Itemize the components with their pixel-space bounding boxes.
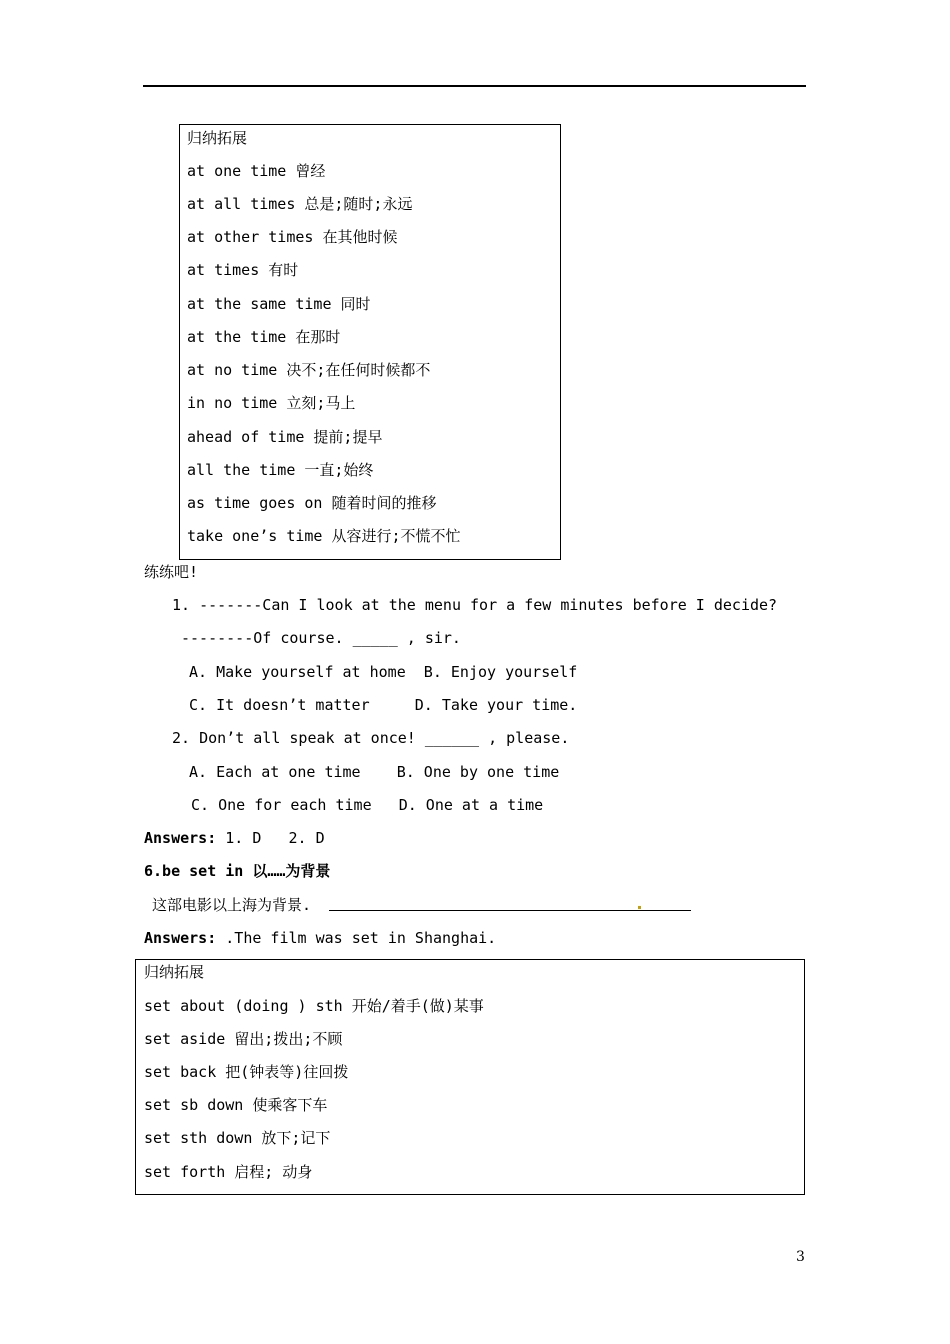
phrase-item: at the same time 同时 [187, 295, 371, 313]
box-title: 归纳拓展 [187, 129, 248, 147]
phrase-item: in no time 立刻;马上 [187, 394, 356, 412]
phrase-item: at the time 在那时 [187, 328, 341, 346]
answers-label: Answers: [144, 929, 217, 947]
phrase-item: set sth down 放下;记下 [144, 1129, 331, 1147]
phrase-item: set about (doing ) sth 开始/着手(做)某事 [144, 997, 484, 1015]
header-rule [143, 85, 806, 87]
box-title: 归纳拓展 [144, 963, 205, 981]
answers-value: .The film was set in Shanghai. [216, 929, 497, 947]
phrase-item: set forth 启程; 动身 [144, 1163, 313, 1181]
question-2-options-cd: C. One for each time D. One at a time [191, 796, 544, 814]
question-1-options-ab: A. Make yourself at home B. Enjoy yourself [189, 663, 578, 681]
translate-prompt: 这部电影以上海为背景. [152, 896, 312, 914]
answer-blank-line [329, 910, 691, 911]
phrase-item: set aside 留出;拨出;不顾 [144, 1030, 343, 1048]
answers-value: 1. D 2. D [216, 829, 325, 847]
practice-heading: 练练吧! [144, 563, 199, 581]
section-6-heading: 6.be set in 以……为背景 [144, 862, 331, 880]
phrase-item: at all times 总是;随时;永远 [187, 195, 413, 213]
phrase-item: at other times 在其他时候 [187, 228, 398, 246]
phrase-item: at one time 曾经 [187, 162, 326, 180]
phrase-item: take one’s time 从容进行;不慌不忙 [187, 527, 461, 545]
phrase-item: as time goes on 随着时间的推移 [187, 494, 437, 512]
question-1-options-cd: C. It doesn’t matter D. Take your time. [189, 696, 578, 714]
phrase-item: set back 把(钟表等)往回拨 [144, 1063, 349, 1081]
question-1-response: --------Of course. _____ , sir. [181, 629, 461, 647]
practice-answers [144, 828, 325, 848]
question-2-options-ab: A. Each at one time B. One by one time [189, 763, 560, 781]
answers-label: Answers: [144, 829, 217, 847]
phrase-item: at no time 决不;在任何时候都不 [187, 361, 431, 379]
phrase-item: at times 有时 [187, 261, 299, 279]
phrase-item: all the time 一直;始终 [187, 461, 374, 479]
phrase-item: set sb down 使乘客下车 [144, 1096, 328, 1114]
page-number: 3 [796, 1249, 805, 1265]
section-6-answers [144, 928, 496, 948]
question-1-prompt: 1. -------Can I look at the menu for a few minutes before I decide? [172, 596, 778, 614]
blank-mark [638, 906, 641, 909]
question-2-prompt: 2. Don’t all speak at once! ______ , please. [172, 729, 570, 747]
phrase-item: ahead of time 提前;提早 [187, 428, 383, 446]
